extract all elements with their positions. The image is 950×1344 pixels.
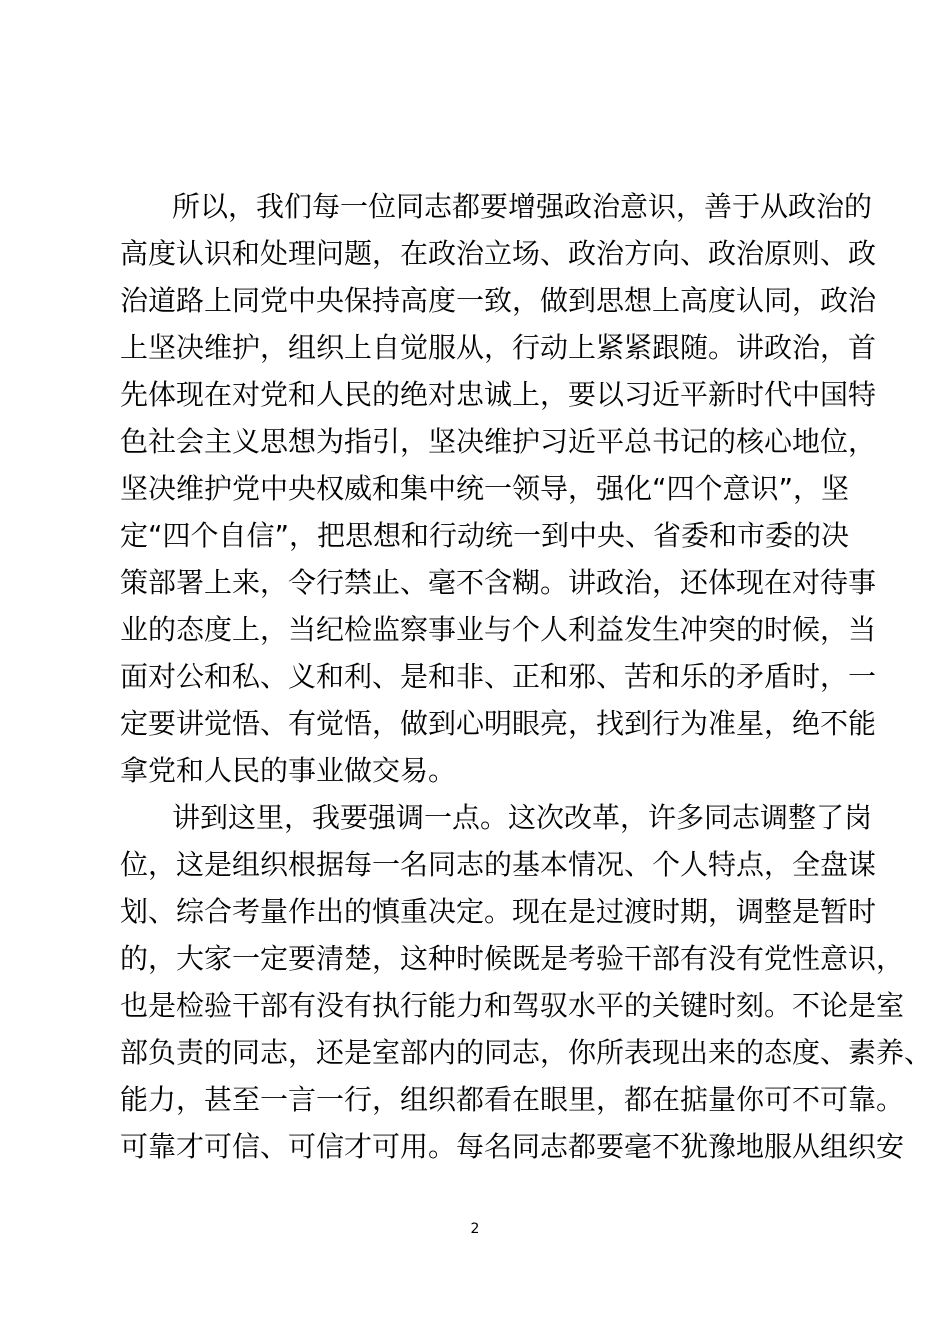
body-text [120,183,933,1170]
text-line: 也是检验干部有没有执行能力和驾驭水平的关键时刻。不论是室 [120,989,905,1022]
text-line: 坚决维护党中央权威和集中统一领导，强化“四个意识”，坚 [120,472,850,505]
text-line: 上坚决维护，组织上自觉服从，行动上紧紧跟随。讲政治，首 [120,331,877,364]
text-line: 所以，我们每一位同志都要增强政治意识，善于从政治的 [172,190,873,223]
text-line: 治道路上同党中央保持高度一致，做到思想上高度认同，政治 [120,284,877,317]
text-line: 划、综合考量作出的慎重决定。现在是过渡时期，调整是暂时 [120,895,877,928]
text-line: 面对公和私、义和利、是和非、正和邪、苦和乐的矛盾时，一 [120,660,877,693]
text-line: 定“四个自信”，把思想和行动统一到中央、省委和市委的决 [120,519,850,552]
text-line: 业的态度上，当纪检监察事业与个人利益发生冲突的时候，当 [120,613,877,646]
text-line: 讲到这里，我要强调一点。这次改革，许多同志调整了岗 [172,801,873,834]
text-line: 部负责的同志，还是室部内的同志，你所表现出来的态度、素养、 [120,1036,933,1069]
text-line: 策部署上来，令行禁止、毫不含糊。讲政治，还体现在对待事 [120,566,877,599]
text-line: 拿党和人民的事业做交易。 [120,754,457,787]
text-line: 高度认识和处理问题，在政治立场、政治方向、政治原则、政 [120,237,877,270]
text-line: 定要讲觉悟、有觉悟，做到心明眼亮，找到行为准星，绝不能 [120,707,877,740]
text-line: 可靠才可信、可信才可用。每名同志都要毫不犹豫地服从组织安 [120,1130,905,1163]
page-number: 2 [470,1221,480,1237]
text-line: 色社会主义思想为指引，坚决维护习近平总书记的核心地位， [120,425,877,458]
text-line: 先体现在对党和人民的绝对忠诚上，要以习近平新时代中国特 [120,378,877,411]
text-line: 的，大家一定要清楚，这种时候既是考验干部有没有党性意识， [120,942,905,975]
text-line: 能力，甚至一言一行，组织都看在眼里，都在掂量你可不可靠。 [120,1083,905,1116]
text-line: 位，这是组织根据每一名同志的基本情况、个人特点，全盘谋 [120,848,877,881]
